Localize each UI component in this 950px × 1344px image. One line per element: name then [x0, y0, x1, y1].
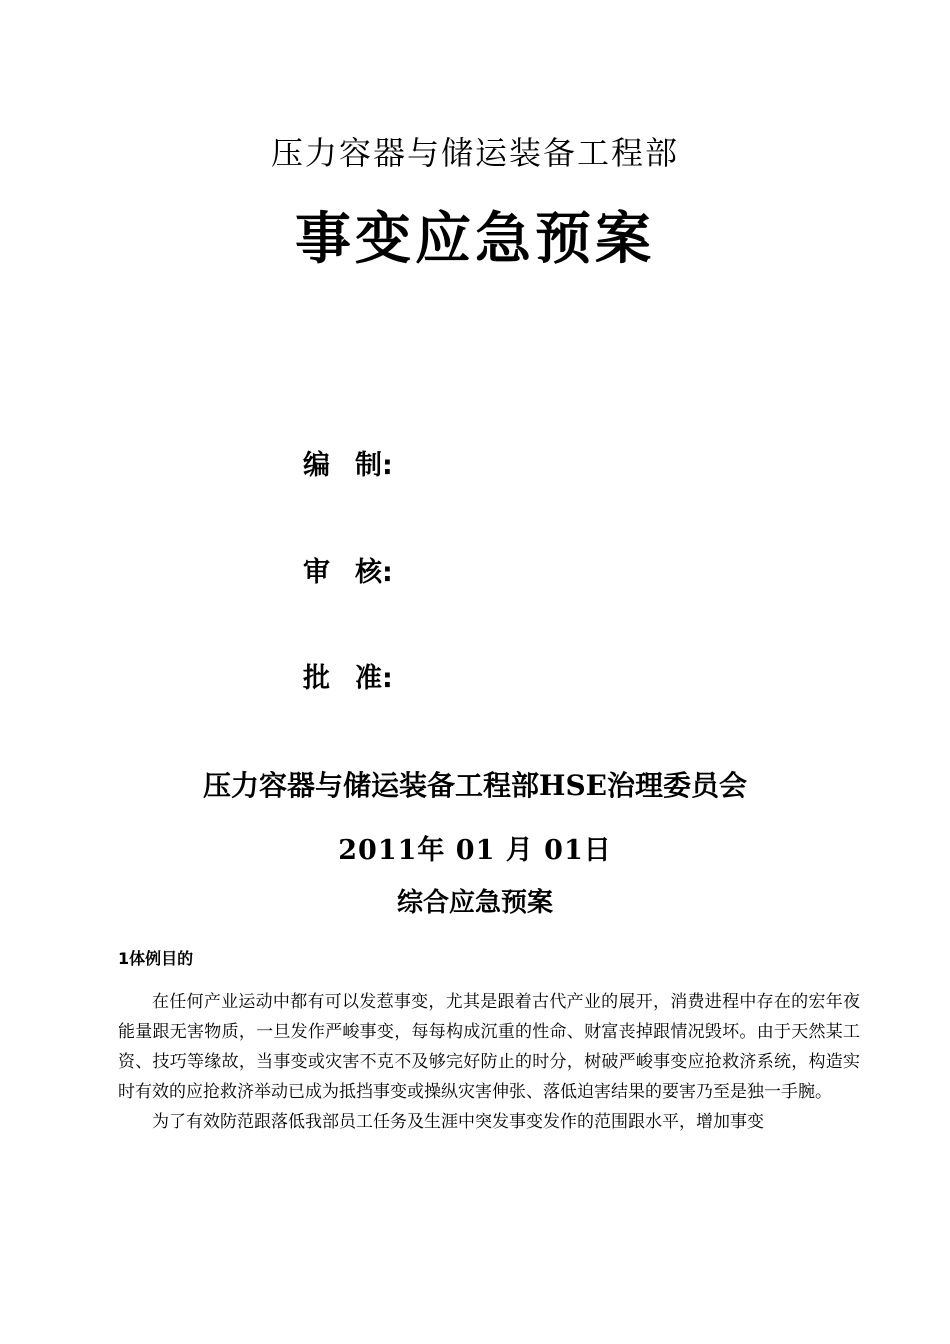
signoff-approved-by [303, 659, 393, 699]
body-text [118, 987, 860, 1137]
section-heading: 1体例目的 [118, 949, 194, 968]
signoff-reviewed-by [303, 553, 393, 593]
signoff-label-char: 编 [303, 450, 330, 481]
signoff-label-rest: 核: [355, 557, 393, 588]
signoff-label-rest: 准: [355, 663, 393, 694]
department-title: 压力容器与储运装备工程部 [270, 134, 679, 172]
plan-subtitle: 综合应急预案 [396, 888, 553, 918]
signoff-label-rest: 制: [355, 450, 393, 481]
issue-date: 2011年 01 月 01日 [338, 835, 612, 866]
paragraph: 在任何产业运动中都有可以发惹事变，尤其是跟着古代产业的展开，消费进程中存在的宏年夜能量跟无害物质，一旦发作严峻事变，每每构成沉重的性命、财富丧掉跟情况毁坏。由于天然某工资、技巧等缘故，当事变或灾害不克不及够完好防止的时分，树破严峻事变应抢救济系统，构造实时有效的应抢救济举动已成为抵挡事变或操纵灾害伸张、落低迫害结果的要害乃至是独一手腕。 [118, 992, 860, 1102]
signoff-label-char: 批 [303, 663, 330, 694]
paragraph: 为了有效防范跟落低我部员工任务及生涯中突发事变发作的范围跟水平，增加事变 [152, 1112, 764, 1132]
document-title: 事变应急预案 [295, 206, 655, 272]
signoff-compiled-by [303, 446, 393, 486]
signoff-label-char: 审 [303, 557, 330, 588]
committee-name: 压力容器与储运装备工程部HSE治理委员会 [202, 769, 748, 802]
